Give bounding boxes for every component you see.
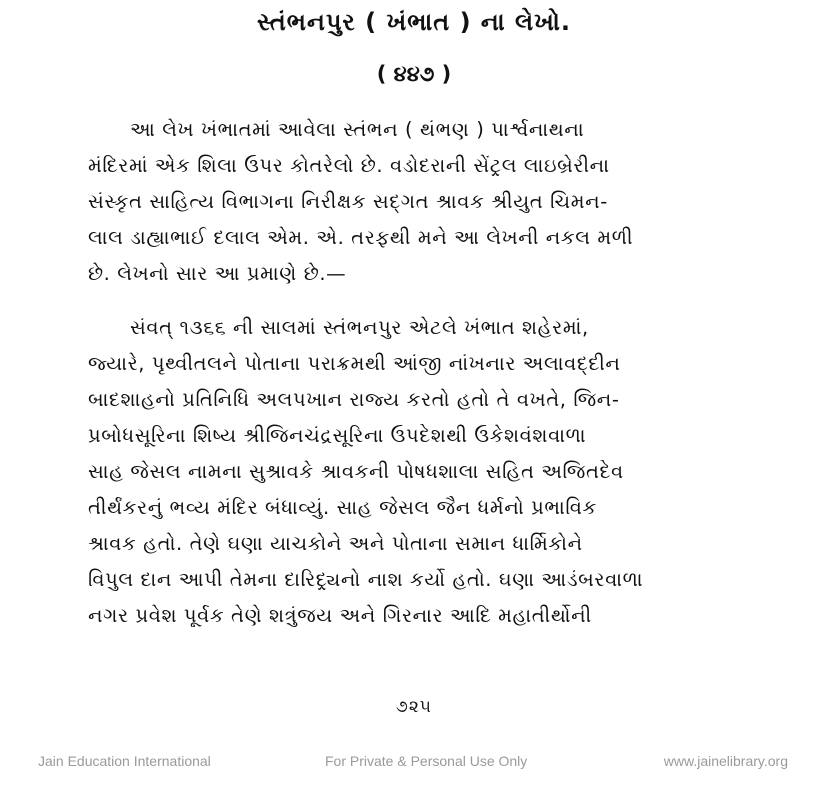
paragraph-1-line-3: સંસ્કૃત સાહિત્ય વિભાગના નિરીક્ષક સદ્ગત શ્રાવક શ્રીયુત ચિમન- [88,190,608,213]
paragraph-2-line-4: પ્રબોધસૂરિના શિષ્ય શ્રીજિનચંદ્રસૂરિના ઉપદેશથી ઉકેશવંશવાળા [88,424,587,447]
paragraph-2-line-9: નગર પ્રવેશ પૂર્વક તેણે શત્રુંજય અને ગિરનાર આદિ મહાતીર્થોની [88,604,592,627]
paragraph-1-line-4: લાલ ડાહ્યાભાઈ દલાલ એમ. એ. તરફથી મને આ લેખની નકલ મળી [88,226,634,249]
paragraph-2-line-5: સાહ જેસલ નામના સુશ્રાવકે શ્રાવકની પોષધશાલા સહિત અજિતદેવ [88,460,624,483]
footer-publisher: Jain Education International [38,753,211,769]
paragraph-2-line-2: જ્યારે, પૃથ્વીતલને પોતાના પરાક્રમથી આંજી નાંખનાર અલાવદ્દીન [88,352,621,375]
inscription-number: ( ૪૪૭ ) [376,62,452,86]
page-title: સ્તંભનપુર ( ખંભાત ) ના લેખો. [256,8,572,36]
paragraph-2-line-1: સંવત્ ૧૩૬૬ ની સાલમાં સ્તંભનપુર એટલે ખંભાત શહેરમાં, [130,316,589,339]
footer-usage-note: For Private & Personal Use Only [325,753,528,769]
paragraph-1-line-1: આ લેખ ખંભાતમાં આવેલા સ્તંભન ( થંભણ ) પાર્શ્વનાથના [130,118,585,141]
paragraph-1-line-5: છે. લેખનો સાર આ પ્રમાણે છે.— [88,262,347,285]
paragraph-2-line-7: શ્રાવક હતો. તેણે ઘણા યાચકોને અને પોતાના સમાન ધાર્મિકોને [88,532,583,555]
paragraph-2-line-6: તીર્થંકરનું ભવ્ય મંદિર બંધાવ્યું. સાહ જેસલ જૈન ધર્મનો પ્રભાવિક [88,496,597,519]
paragraph-2-line-3: બાદશાહનો પ્રતિનિધિ અલપખાન રાજ્ય કરતો હતો તે વખતે, જિન- [88,388,620,411]
footer-website-link[interactable]: www.jainelibrary.org [663,753,788,769]
paragraph-2-line-8: વિપુલ દાન આપી તેમના દારિદ્ર્યનો નાશ કર્યો હતો. ઘણા આડંબરવાળા [88,568,644,591]
page-number: ૭૨૫ [396,697,432,717]
paragraph-1-line-2: મંદિરમાં એક શિલા ઉપર કોતરેલો છે. વડોદરાની સેંટ્રલ લાઇબ્રેરીના [88,154,610,177]
